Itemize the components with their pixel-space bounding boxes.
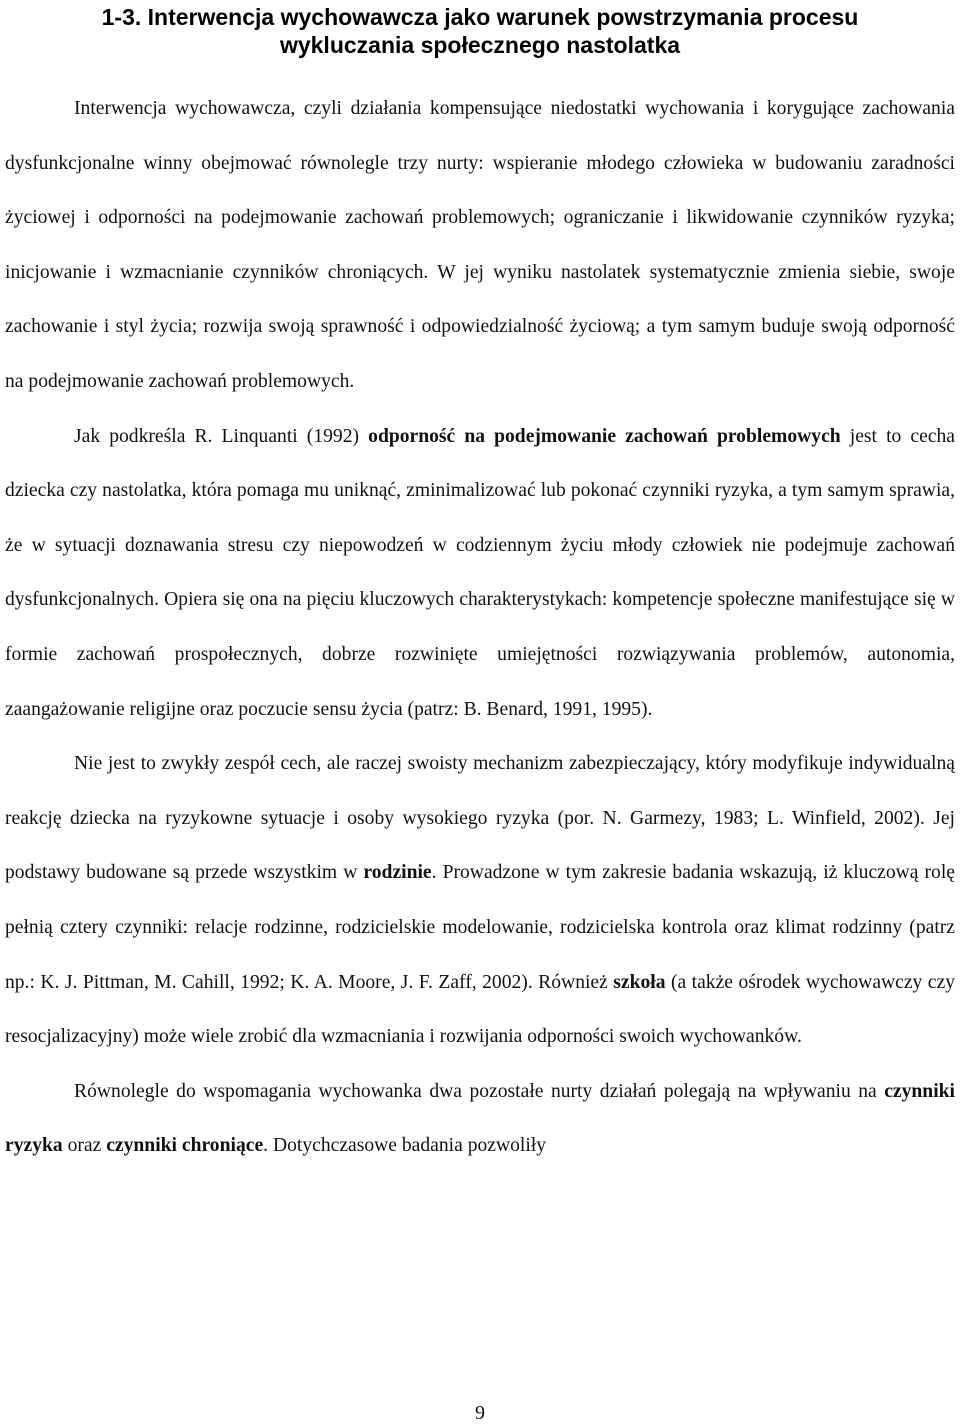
paragraph-2-bold-term: odporność na podejmowanie zachowań problemowych — [368, 425, 841, 447]
section-heading-line-2: wykluczania społecznego nastolatka — [279, 32, 681, 58]
paragraph-4-text-1: Równolegle do wspomagania wychowanka dwa pozostałe nurty działań polegają na wpływaniu na — [74, 1080, 885, 1102]
page-number: 9 — [475, 1402, 485, 1424]
section-heading-line-1: 1-3. Interwencja wychowawcza jako warunek powstrzymania procesu — [101, 4, 859, 30]
paragraph-3-text-2: . Prowadzone w tym zakresie badania wskazują, iż kluczową rolę pełnią cztery czynniki: relacje rodzinne, rodzicielskie modelowanie, rodzicielska kontrola oraz klimat rodzinny (patrz np.: K. J. Pittman, M. Cahill, 1992; K. A. Moore, J. F. Zaff, 2002). Również — [5, 862, 955, 993]
paragraph-4 — [5, 1065, 955, 1174]
paragraph-4-text-2: oraz — [62, 1135, 107, 1157]
paragraph-4-bold-protective: czynniki chroniące — [106, 1135, 264, 1157]
paragraph-2-text-2: jest to cecha dziecka czy nastolatka, która pomaga mu uniknąć, zminimalizować lub pokonać czynniki ryzyka, a tym samym sprawia, że w sytuacji doznawania stresu czy niepowodzeń w codziennym życiu młody człowiek nie podejmuje zachowań dysfunkcjonalnych. Opiera się ona na pięciu kluczowych charakterystykach: kompetencje społeczne manifestujące się w formie zachowań prospołecznych, dobrze rozwinięte umiejętności rozwiązywania problemów, autonomia, zaangażowanie religijne oraz poczucie sensu życia (patrz: B. Benard, 1991, 1995). — [5, 425, 955, 720]
paragraph-1 — [5, 82, 955, 410]
paragraph-3-bold-szkola: szkoła — [613, 971, 666, 993]
paragraph-4-text-3: . Dotychczasowe badania pozwoliły — [263, 1135, 547, 1157]
paragraph-1-text: Interwencja wychowawcza, czyli działania kompensujące niedostatki wychowania i korygujące zachowania dysfunkcjonalne winny obejmować równolegle trzy nurty: wspieranie młodego człowieka w budowaniu zaradności życiowej i odporności na podejmowanie zachowań problemowych; ograniczanie i likwidowanie czynników ryzyka; inicjowanie i wzmacnianie czynników chroniących. W jej wyniku nastolatek systematycznie zmienia siebie, swoje zachowanie i styl życia; rozwija swoją sprawność i odpowiedzialność życiową; a tym samym buduje swoją odporność na podejmowanie zachowań problemowych. — [5, 98, 955, 392]
paragraph-3 — [5, 737, 955, 1065]
paragraph-2 — [5, 410, 955, 738]
paragraph-2-text-1: Jak podkreśla R. Linquanti (1992) — [74, 425, 369, 447]
paragraph-3-text-1: Nie jest to zwykły zespół cech, ale raczej swoisty mechanizm zabezpieczający, który modyfikuje indywidualną reakcję dziecka na ryzykowne sytuacje i osoby wysokiego ryzyka (por. N. Garmezy, 1983; L. Winfield, 2002). Jej podstawy budowane są przede wszystkim w — [5, 753, 955, 884]
body-text — [5, 82, 955, 1174]
paragraph-3-bold-rodzinie: rodzinie — [363, 862, 432, 884]
paragraph-4-bold-risk: czynniki ryzyka — [5, 1080, 955, 1157]
paragraph-3-text-3: (a także ośrodek wychowawczy czy resocjalizacyjny) może wiele zrobić dla wzmacniania i rozwijania odporności swoich wychowanków. — [5, 971, 955, 1048]
